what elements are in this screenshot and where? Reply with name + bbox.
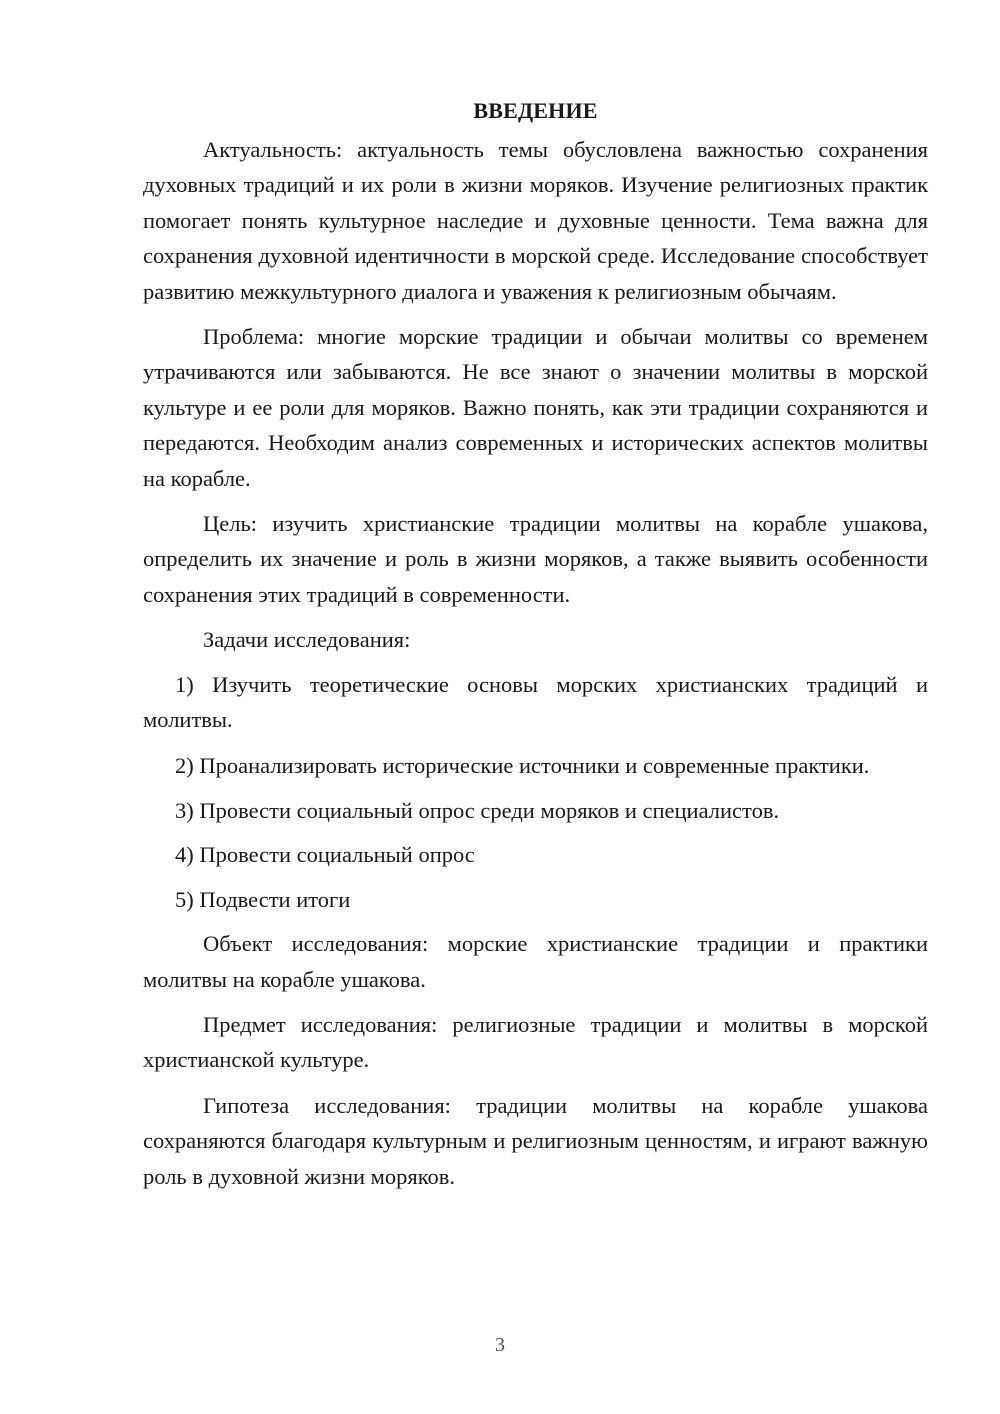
subject-paragraph: Предмет исследования: религиозные традиции и молитвы в морской христианской культуре. [143,1011,928,1073]
hypothesis-paragraph: Гипотеза исследования: традиции молитвы на корабле ушакова сохраняются благодаря культурным и религиозным ценностям, и играют важную роль в духовной жизни моряков. [143,1092,928,1189]
tasks-list [143,667,928,917]
task-item: 5) Подвести итоги [175,886,351,912]
task-item: 3) Провести социальный опрос среди моряков и специалистов. [175,797,780,823]
document-page [143,96,928,1204]
tasks-heading: Задачи исследования: [203,627,411,653]
relevance-paragraph: Актуальность: актуальность темы обусловлена важностью сохранения духовных традиций и их роли в жизни моряков. Изучение религиозных практик помогает понять культурное наследие и духовные ценности. Тема важна для сохранения духовной идентичности в морской среде. Исследование способствует развитию межкультурного диалога и уважения к религиозным обычаям. [143,137,928,304]
page-title: ВВЕДЕНИЕ [473,98,598,123]
task-item: 4) Провести социальный опрос [175,842,475,868]
task-item: 2) Проанализировать исторические источники и современные практики. [175,752,870,778]
object-paragraph: Объект исследования: морские христианские традиции и практики молитвы на корабле ушакова. [143,931,928,992]
task-item: 1) Изучить теоретические основы морских христианских традиций и молитвы. [143,671,928,733]
goal-paragraph: Цель: изучить христианские традиции молитвы на корабле ушакова, определить их значение и роль в жизни моряков, а также выявить особенности сохранения этих традиций в современности. [143,511,928,607]
problem-paragraph: Проблема: многие морские традиции и обычаи молитвы со временем утрачиваются или забываются. Не все знают о значении молитвы в морской культуре и ее роли для моряков. Важно понять, как эти традиции сохраняются и передаются. Необходим анализ современных и исторических аспектов молитвы на корабле. [143,324,928,491]
page-number: 3 [495,1334,505,1356]
